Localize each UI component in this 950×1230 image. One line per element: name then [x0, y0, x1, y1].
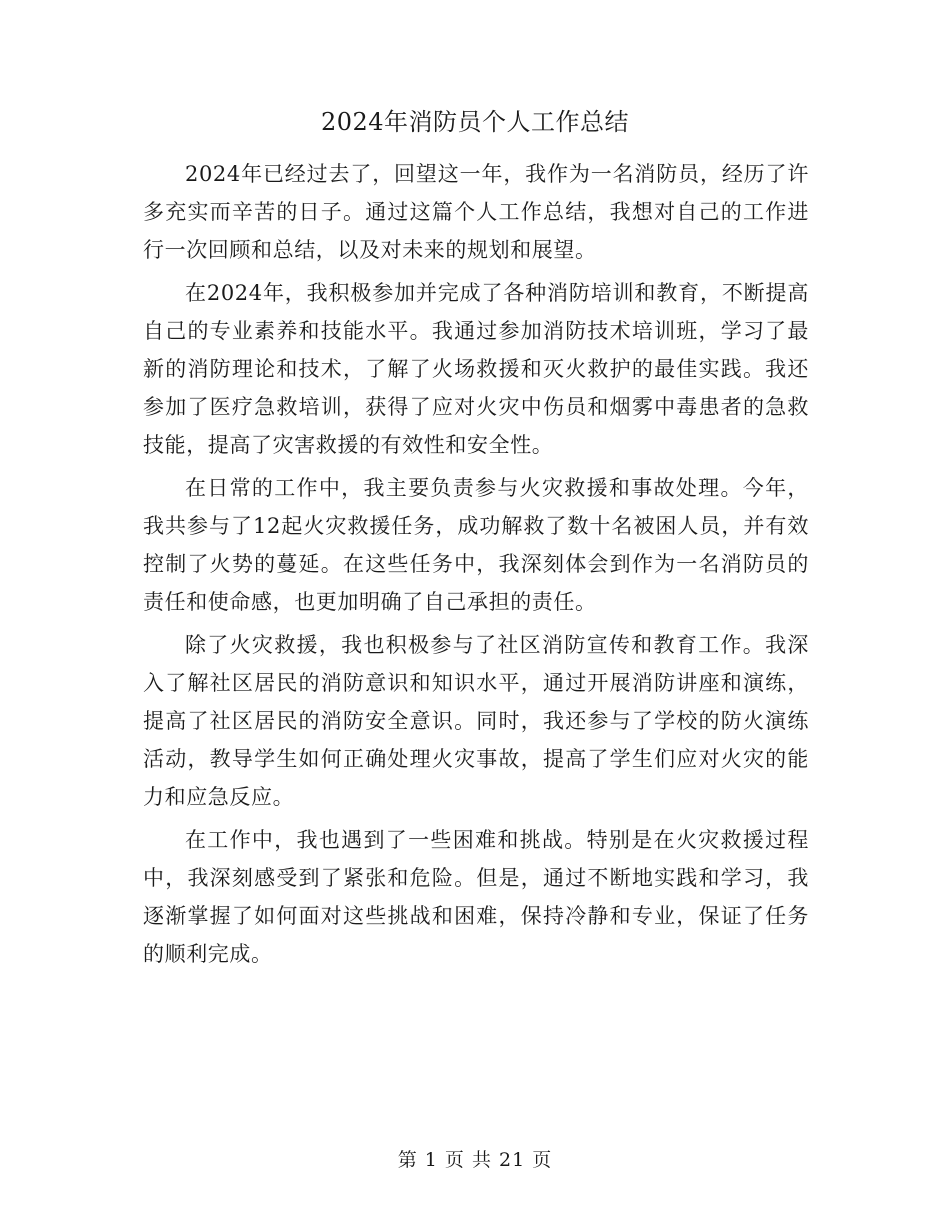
paragraph-training: 在2024年，我积极参加并完成了各种消防培训和教育，不断提高自己的专业素养和技能水平。我通过参加消防技术培训班，学习了最新的消防理论和技术，了解了火场救援和灭火救护的最佳实践。我还参加了医疗急救培训，获得了应对火灾中伤员和烟雾中毒患者的急救技能，提高了灾害救援的有效性和安全性。 — [143, 281, 809, 457]
paragraph-intro: 2024年已经过去了，回望这一年，我作为一名消防员，经历了许多充实而辛苦的日子。通过这篇个人工作总结，我想对自己的工作进行一次回顾和总结，以及对未来的规划和展望。 — [143, 162, 809, 262]
paragraph-rescue: 在日常的工作中，我主要负责参与火灾救援和事故处理。今年，我共参与了12起火灾救援任务，成功解救了数十名被困人员，并有效控制了火势的蔓延。在这些任务中，我深刻体会到作为一名消防员的责任和使命感，也更加明确了自己承担的责任。 — [143, 476, 809, 614]
paragraph-challenges: 在工作中，我也遇到了一些困难和挑战。特别是在火灾救援过程中，我深刻感受到了紧张和危险。但是，通过不断地实践和学习，我逐渐掌握了如何面对这些挑战和困难，保持冷静和专业，保证了任务的顺利完成。 — [143, 828, 809, 966]
document-body — [143, 155, 809, 978]
document-title: 2024年消防员个人工作总结 — [320, 108, 630, 136]
page-number-footer: 第 1 页 共 21 页 — [397, 1149, 553, 1171]
paragraph-community: 除了火灾救援，我也积极参与了社区消防宣传和教育工作。我深入了解社区居民的消防意识和知识水平，通过开展消防讲座和演练，提高了社区居民的消防安全意识。同时，我还参与了学校的防火演练活动，教导学生如何正确处理火灾事故，提高了学生们应对火灾的能力和应急反应。 — [143, 633, 809, 809]
